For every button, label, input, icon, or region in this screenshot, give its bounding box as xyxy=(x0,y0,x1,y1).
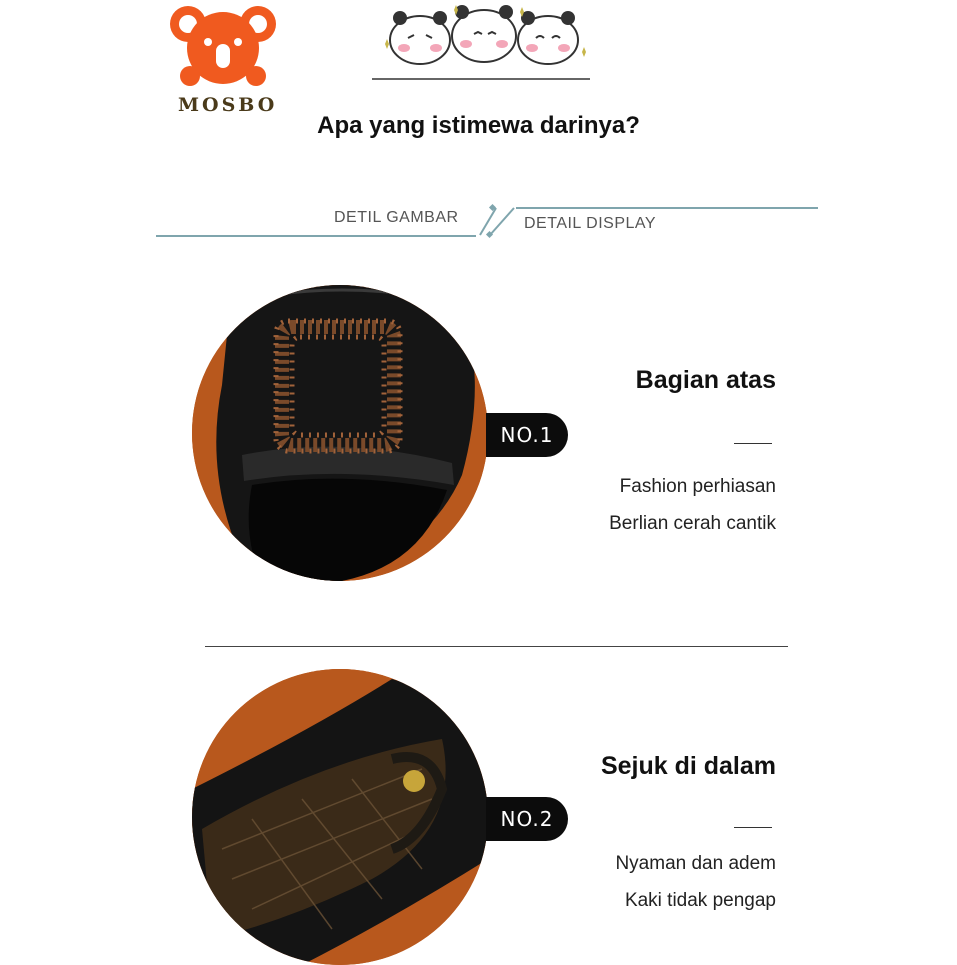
mosbo-insole-logo-icon xyxy=(403,770,425,792)
feature-2-line-2: Kaki tidak pengap xyxy=(624,890,776,911)
section-divider xyxy=(205,646,788,647)
header-underline xyxy=(372,78,590,80)
feature-1-line-1: Fashion perhiasan xyxy=(619,476,776,497)
section-label-right-line xyxy=(516,207,818,209)
section-label-right: DETAIL DISPLAY xyxy=(524,215,657,232)
feature-image-shoe-toe xyxy=(192,285,488,581)
brand-logo-text: MOSBO xyxy=(178,94,278,116)
feature-title-1: Bagian atas xyxy=(635,366,776,394)
feature-image-shoe-insole xyxy=(192,669,488,965)
feature-2-line-1: Nyaman dan adem xyxy=(615,853,776,874)
panda-faces-illustration xyxy=(380,4,590,72)
feature-dash-1 xyxy=(734,443,772,444)
feature-badge-1: NO.1 xyxy=(486,413,568,457)
section-label-left: DETIL GAMBAR xyxy=(334,209,459,226)
section-label-slash-decoration xyxy=(476,200,520,244)
feature-dash-2 xyxy=(734,827,772,828)
feature-1-line-2: Berlian cerah cantik xyxy=(609,513,776,534)
page-title: Apa yang istimewa darinya? xyxy=(317,112,640,139)
feature-title-2: Sejuk di dalam xyxy=(600,752,776,780)
section-label-left-line xyxy=(156,235,476,237)
feature-badge-2: NO.2 xyxy=(486,797,568,841)
